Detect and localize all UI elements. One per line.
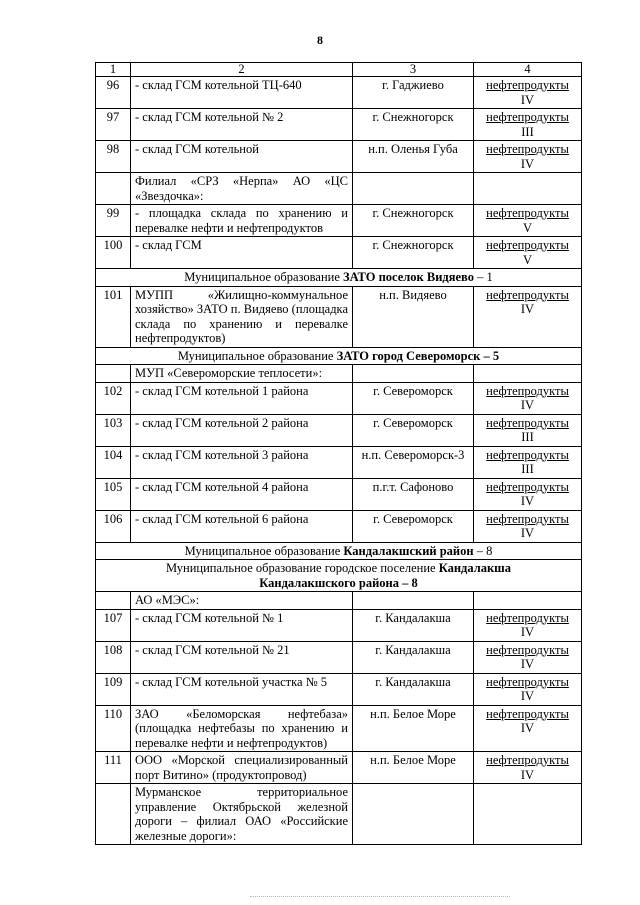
row-number: 102 xyxy=(96,382,131,414)
location: г. Снежногорск xyxy=(353,109,474,141)
location: п.г.т. Сафоново xyxy=(353,478,474,510)
facility-row xyxy=(96,705,582,752)
row-number xyxy=(96,365,131,383)
product-type: нефтепродукты xyxy=(486,753,569,767)
facility-name: - склад ГСМ котельной № 21 xyxy=(131,641,353,673)
section-heading-text: Муниципальное образование городское поселение xyxy=(166,561,439,575)
hazard-class: III xyxy=(521,430,534,444)
facility-name: Мурманское территориальное управление Октябрьской железной дороги – филиал ОАО «Российские железные дороги»: xyxy=(131,784,353,845)
product-type: нефтепродукты xyxy=(486,238,569,252)
product-type: нефтепродукты xyxy=(486,479,569,494)
facility-row xyxy=(96,673,582,705)
organization-row xyxy=(96,173,582,205)
hazard-class: III xyxy=(521,462,534,476)
section-heading xyxy=(96,347,582,365)
section-heading-count: – 1 xyxy=(473,270,493,284)
product-type: нефтепродукты xyxy=(486,511,569,526)
row-number: 104 xyxy=(96,446,131,478)
row-number: 101 xyxy=(96,286,131,347)
location xyxy=(353,173,474,205)
location: г. Снежногорск xyxy=(353,237,474,269)
product-type: нефтепродукты xyxy=(486,415,569,430)
facility-row xyxy=(96,205,582,237)
product-type: нефтепродукты xyxy=(486,706,569,721)
section-heading-text: Муниципальное образование xyxy=(184,270,344,284)
row-number xyxy=(96,784,131,845)
row-number: 100 xyxy=(96,237,131,269)
location: н.п. Белое Море xyxy=(353,752,474,784)
scan-artifact xyxy=(250,896,510,899)
product-cell xyxy=(474,446,582,478)
product-cell xyxy=(474,173,582,205)
column-numbers-row xyxy=(96,63,582,77)
hazard-class: IV xyxy=(520,657,535,671)
facility-name: - склад ГСМ котельной участка № 5 xyxy=(131,673,353,705)
section-heading-row xyxy=(96,269,582,287)
hazard-class: IV xyxy=(520,721,535,735)
product-type: нефтепродукты xyxy=(486,110,569,124)
hazard-class: IV xyxy=(520,302,535,316)
location xyxy=(353,365,474,383)
product-type: нефтепродукты xyxy=(486,206,569,220)
organization-row xyxy=(96,784,582,845)
product-type: нефтепродукты xyxy=(486,383,569,398)
product-cell xyxy=(474,414,582,446)
facility-row xyxy=(96,109,582,141)
product-type: нефтепродукты xyxy=(486,610,569,625)
facility-row xyxy=(96,286,582,347)
location xyxy=(353,592,474,610)
column-number-2: 2 xyxy=(131,63,353,77)
facility-name: Филиал «СРЗ «Нерпа» АО «ЦС «Звездочка»: xyxy=(131,173,353,205)
hazard-class: IV xyxy=(520,494,535,508)
organization-row xyxy=(96,592,582,610)
row-number: 103 xyxy=(96,414,131,446)
product-type: нефтепродукты xyxy=(486,287,569,302)
product-cell xyxy=(474,784,582,845)
facility-name: - склад ГСМ котельной ТЦ-640 xyxy=(131,77,353,109)
product-cell xyxy=(474,673,582,705)
product-type: нефтепродукты xyxy=(486,78,569,92)
hazard-class: IV xyxy=(520,156,535,171)
section-heading-bold: ЗАТО поселок Видяево xyxy=(343,270,474,284)
product-type: нефтепродукты xyxy=(486,674,569,689)
product-type: нефтепродукты xyxy=(486,642,569,657)
row-number: 98 xyxy=(96,141,131,173)
facility-name: - склад ГСМ котельной 4 района xyxy=(131,478,353,510)
facility-row xyxy=(96,641,582,673)
product-cell xyxy=(474,752,582,784)
facility-row xyxy=(96,510,582,542)
section-heading-bold: Кандалакшский район xyxy=(343,543,474,558)
row-number: 96 xyxy=(96,77,131,109)
hazard-class: IV xyxy=(520,92,535,107)
row-number: 106 xyxy=(96,510,131,542)
facility-name: ЗАО «Беломорская нефтебаза» (площадка нефтебазы по хранению и перевалке нефти и нефтепродуктов) xyxy=(131,705,353,752)
facilities-table xyxy=(95,62,582,845)
section-heading-bold: ЗАТО город Североморск – 5 xyxy=(336,348,500,363)
hazard-class: V xyxy=(522,252,533,267)
product-cell xyxy=(474,592,582,610)
product-cell xyxy=(474,705,582,752)
location: г. Североморск xyxy=(353,414,474,446)
facility-name: - склад ГСМ котельной № 2 xyxy=(131,109,353,141)
location: г. Североморск xyxy=(353,510,474,542)
row-number xyxy=(96,592,131,610)
facility-name: - склад ГСМ xyxy=(131,237,353,269)
row-number: 110 xyxy=(96,705,131,752)
facility-name: АО «МЭС»: xyxy=(131,592,353,610)
section-heading-text: Муниципальное образование xyxy=(184,543,344,558)
facility-name: - склад ГСМ котельной 3 района xyxy=(131,446,353,478)
facility-row xyxy=(96,141,582,173)
hazard-class: V xyxy=(522,220,533,235)
row-number: 109 xyxy=(96,673,131,705)
section-heading xyxy=(96,542,582,560)
facility-row xyxy=(96,237,582,269)
page-number: 8 xyxy=(317,33,323,47)
product-cell xyxy=(474,77,582,109)
organization-row xyxy=(96,365,582,383)
facility-name: МУП «Североморские теплосети»: xyxy=(131,365,353,383)
location: н.п. Оленья Губа xyxy=(353,141,474,173)
product-cell xyxy=(474,365,582,383)
facility-row xyxy=(96,414,582,446)
location: г. Североморск xyxy=(353,382,474,414)
column-number-1: 1 xyxy=(96,63,131,77)
section-heading-row xyxy=(96,347,582,365)
product-cell xyxy=(474,205,582,237)
location: г. Кандалакша xyxy=(353,609,474,641)
product-cell xyxy=(474,286,582,347)
location: г. Снежногорск xyxy=(353,205,474,237)
location: н.п. Видяево xyxy=(353,286,474,347)
row-number: 108 xyxy=(96,641,131,673)
section-heading xyxy=(96,269,582,287)
product-cell xyxy=(474,382,582,414)
facility-row xyxy=(96,478,582,510)
product-cell xyxy=(474,609,582,641)
facilities-table-body xyxy=(96,63,582,845)
product-cell xyxy=(474,141,582,173)
hazard-class: IV xyxy=(520,625,535,639)
hazard-class: IV xyxy=(520,767,535,782)
section-heading xyxy=(96,560,582,592)
section-heading-text: Муниципальное образование xyxy=(177,348,337,363)
location: г. Гаджиево xyxy=(353,77,474,109)
product-cell xyxy=(474,641,582,673)
row-number: 107 xyxy=(96,609,131,641)
row-number: 111 xyxy=(96,752,131,784)
hazard-class: III xyxy=(521,124,534,139)
location: г. Кандалакша xyxy=(353,641,474,673)
section-heading-bold: Кандалакша xyxy=(438,561,511,575)
facility-name: - склад ГСМ котельной № 1 xyxy=(131,609,353,641)
facility-row xyxy=(96,77,582,109)
product-cell xyxy=(474,478,582,510)
hazard-class: IV xyxy=(520,398,535,412)
hazard-class: IV xyxy=(520,689,535,703)
facility-name: - склад ГСМ котельной xyxy=(131,141,353,173)
product-type: нефтепродукты xyxy=(486,142,569,156)
product-cell xyxy=(474,109,582,141)
facility-name: МУПП «Жилищно-коммунальное хозяйство» ЗАТО п. Видяево (площадка склада по хранению и перевалке нефтепродуктов) xyxy=(131,286,353,347)
location: г. Кандалакша xyxy=(353,673,474,705)
location xyxy=(353,784,474,845)
row-number: 99 xyxy=(96,205,131,237)
hazard-class: IV xyxy=(520,526,535,540)
row-number: 97 xyxy=(96,109,131,141)
section-heading-row xyxy=(96,560,582,592)
facility-name: - склад ГСМ котельной 6 района xyxy=(131,510,353,542)
row-number: 105 xyxy=(96,478,131,510)
product-cell xyxy=(474,237,582,269)
location: н.п. Белое Море xyxy=(353,705,474,752)
section-heading-bold-line2: Кандалакшского района – 8 xyxy=(259,575,418,590)
row-number xyxy=(96,173,131,205)
product-type: нефтепродукты xyxy=(486,447,569,462)
facility-name: - склад ГСМ котельной 2 района xyxy=(131,414,353,446)
facility-name: - площадка склада по хранению и перевалке нефти и нефтепродуктов xyxy=(131,205,353,237)
facility-row xyxy=(96,382,582,414)
facility-row xyxy=(96,752,582,784)
section-heading-count: – 8 xyxy=(473,543,493,558)
section-heading-row xyxy=(96,542,582,560)
facility-name: - склад ГСМ котельной 1 района xyxy=(131,382,353,414)
product-cell xyxy=(474,510,582,542)
facility-name: ООО «Морской специализированный порт Витино» (продуктопровод) xyxy=(131,752,353,784)
column-number-4: 4 xyxy=(474,63,582,77)
location: н.п. Североморск-3 xyxy=(353,446,474,478)
column-number-3: 3 xyxy=(353,63,474,77)
facility-row xyxy=(96,446,582,478)
facility-row xyxy=(96,609,582,641)
